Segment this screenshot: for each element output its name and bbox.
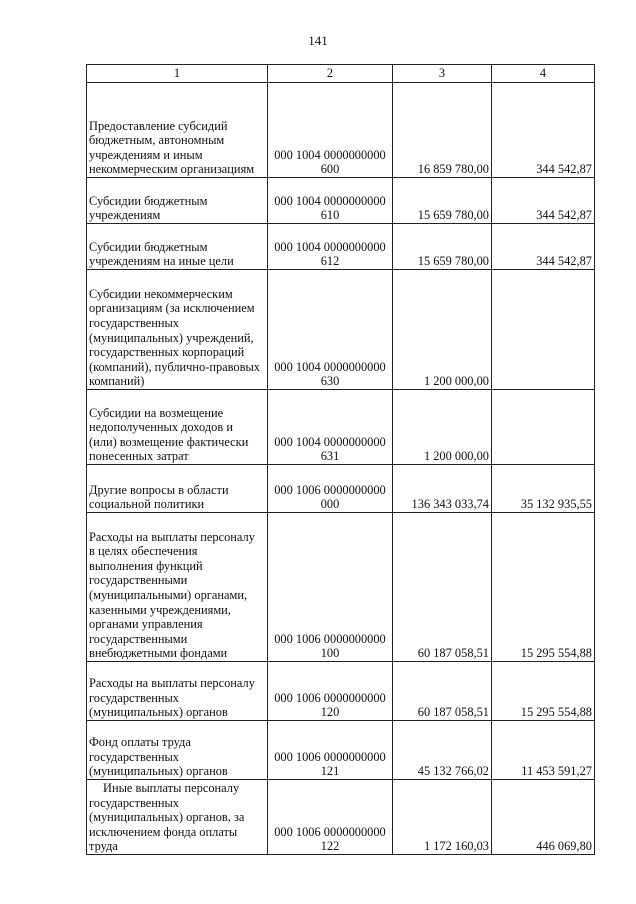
budget-table [86, 64, 595, 855]
row-code: 000 1006 0000000000 122 [268, 780, 393, 855]
row-code: 000 1006 0000000000 100 [268, 513, 393, 662]
header-cell: 1 [87, 65, 268, 83]
row-amount-actual [492, 270, 595, 390]
row-code: 000 1004 0000000000 630 [268, 270, 393, 390]
row-name: Субсидии бюджетным учреждениям на иные цели [87, 224, 268, 270]
table-row [87, 270, 595, 390]
table-row [87, 465, 595, 513]
row-name: Предоставление субсидий бюджетным, автономным учреждениям и иным некоммерческим организациям [87, 83, 268, 178]
row-amount-plan: 1 200 000,00 [393, 270, 492, 390]
row-amount-actual: 344 542,87 [492, 83, 595, 178]
row-name: Расходы на выплаты персоналу в целях обеспечения выполнения функций государственными (муниципальными) органами, казенными учреждениями, органами управления государственными внебюджетными фондами [87, 513, 268, 662]
row-amount-actual: 446 069,80 [492, 780, 595, 855]
row-code: 000 1004 0000000000 610 [268, 178, 393, 224]
header-cell: 2 [268, 65, 393, 83]
row-amount-plan: 1 200 000,00 [393, 390, 492, 465]
header-cell: 3 [393, 65, 492, 83]
row-amount-actual: 15 295 554,88 [492, 662, 595, 721]
row-name: Фонд оплаты труда государственных (муниципальных) органов [87, 721, 268, 780]
row-amount-plan: 60 187 058,51 [393, 662, 492, 721]
row-amount-plan: 1 172 160,03 [393, 780, 492, 855]
row-name: Субсидии некоммерческим организациям (за исключением государственных (муниципальных) учреждений, государственных корпораций (компаний), публично-правовых компаний) [87, 270, 268, 390]
table-row [87, 83, 595, 178]
table-row [87, 780, 595, 855]
row-name: Расходы на выплаты персоналу государственных (муниципальных) органов [87, 662, 268, 721]
table-row [87, 721, 595, 780]
table-row [87, 662, 595, 721]
row-amount-actual: 15 295 554,88 [492, 513, 595, 662]
row-amount-plan: 136 343 033,74 [393, 465, 492, 513]
row-code: 000 1006 0000000000 121 [268, 721, 393, 780]
row-code: 000 1006 0000000000 120 [268, 662, 393, 721]
row-code: 000 1004 0000000000 631 [268, 390, 393, 465]
row-amount-plan: 45 132 766,02 [393, 721, 492, 780]
page-number: 141 [308, 33, 328, 48]
table-row [87, 513, 595, 662]
table-row [87, 178, 595, 224]
table-header-row [87, 65, 595, 83]
row-code: 000 1004 0000000000 612 [268, 224, 393, 270]
row-amount-plan: 15 659 780,00 [393, 178, 492, 224]
row-amount-plan: 60 187 058,51 [393, 513, 492, 662]
row-amount-actual: 35 132 935,55 [492, 465, 595, 513]
row-amount-plan: 16 859 780,00 [393, 83, 492, 178]
row-amount-plan: 15 659 780,00 [393, 224, 492, 270]
header-cell: 4 [492, 65, 595, 83]
row-code: 000 1006 0000000000 000 [268, 465, 393, 513]
row-amount-actual: 344 542,87 [492, 224, 595, 270]
row-name: Другие вопросы в области социальной политики [87, 465, 268, 513]
table-row [87, 390, 595, 465]
row-name: Иные выплаты персоналу государственных (муниципальных) органов, за исключением фонда оплаты труда [87, 780, 268, 855]
row-amount-actual [492, 390, 595, 465]
row-name: Субсидии бюджетным учреждениям [87, 178, 268, 224]
table-row [87, 224, 595, 270]
row-code: 000 1004 0000000000 600 [268, 83, 393, 178]
row-name: Субсидии на возмещение недополученных доходов и (или) возмещение фактически понесенных затрат [87, 390, 268, 465]
row-amount-actual: 344 542,87 [492, 178, 595, 224]
row-amount-actual: 11 453 591,27 [492, 721, 595, 780]
